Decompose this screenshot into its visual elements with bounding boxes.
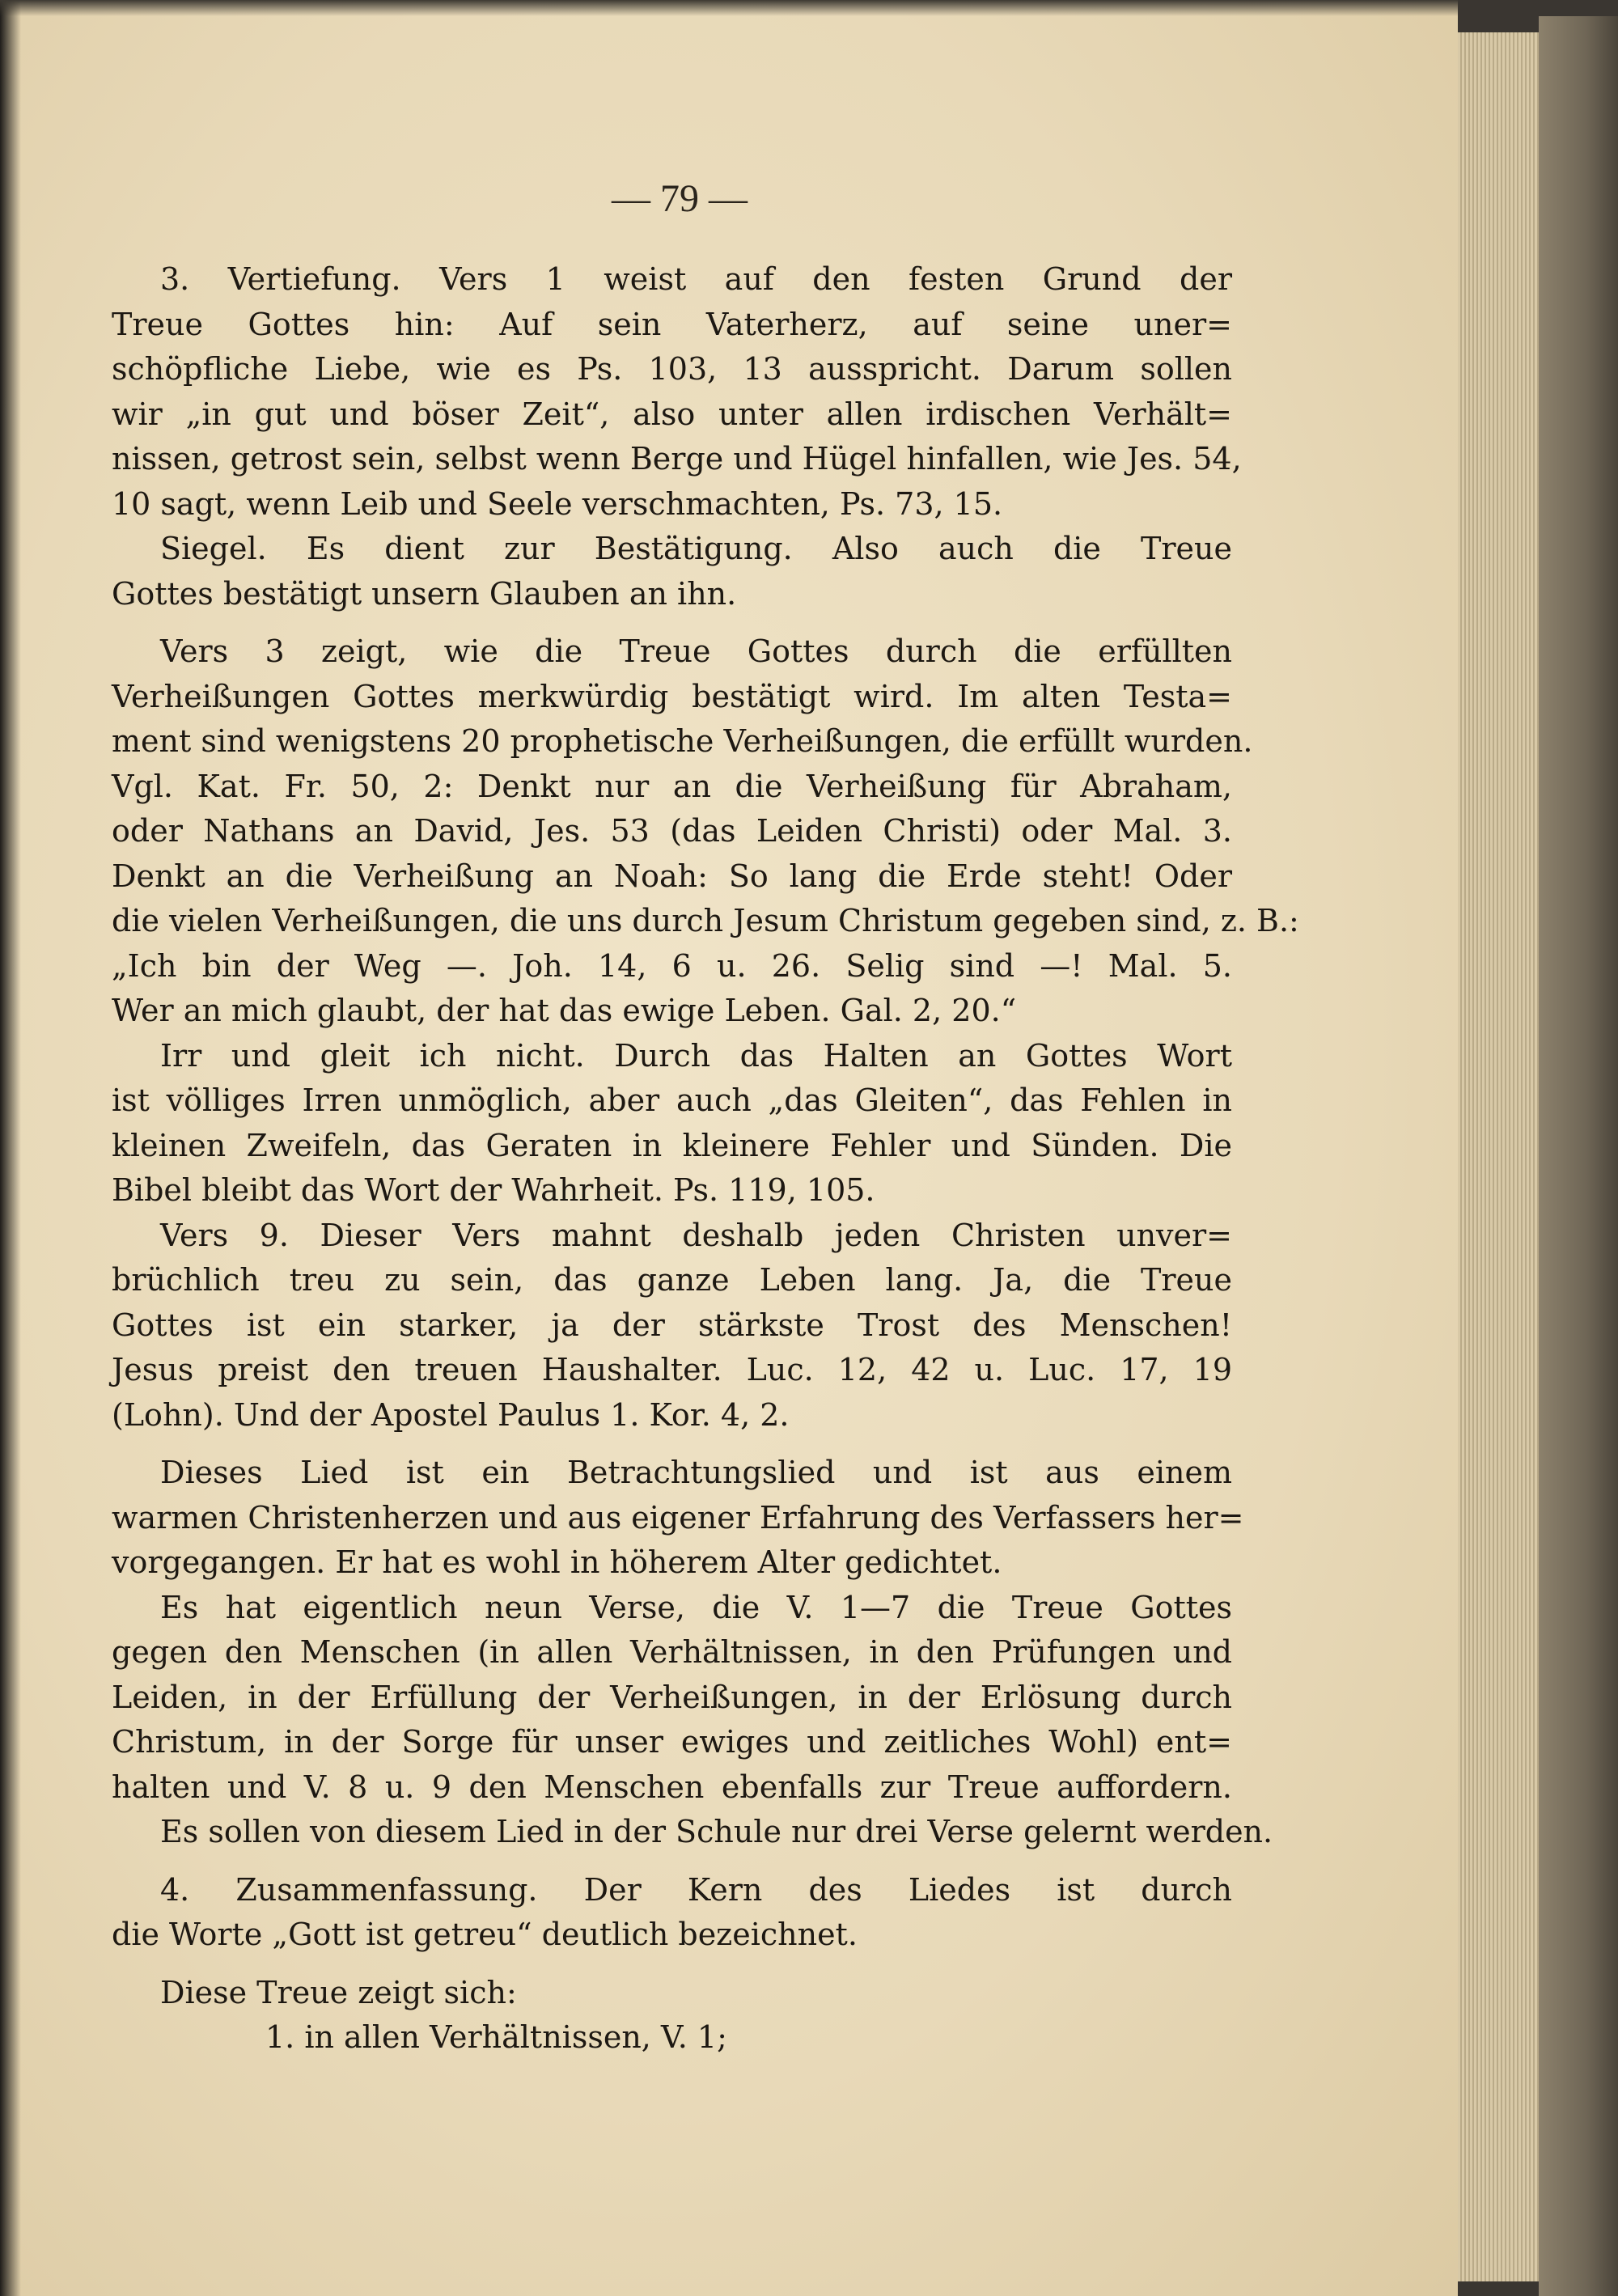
text-line: schöpfliche Liebe, wie es Ps. 103, 13 ausspricht. Darum sollen <box>112 351 1232 387</box>
text-line: „Ich bin der Weg —. Joh. 14, 6 u. 26. Selig sind —! Mal. 5. <box>112 947 1232 984</box>
text-line: Gottes bestätigt unsern Glauben an ihn. <box>112 575 737 612</box>
text-line: Vers 3 zeigt, wie die Treue Gottes durch die erfüllten <box>160 633 1232 669</box>
text-line: 10 sagt, wenn Leib und Seele verschmachten, Ps. 73, 15. <box>112 485 1003 522</box>
body-text <box>112 257 1299 2061</box>
paragraph-gap <box>112 616 1232 629</box>
text-line: die vielen Verheißungen, die uns durch Jesum Christum gegeben sind, z. B.: <box>112 903 1299 938</box>
text-line: Christum, in der Sorge für unser ewiges und zeitliches Wohl) ent= <box>112 1724 1232 1760</box>
text-line: Vgl. Kat. Fr. 50, 2: Denkt nur an die Verheißung für Abraham, <box>112 768 1232 804</box>
text-line: 4. Zusammenfassung. Der Kern des Liedes ist durch <box>160 1871 1232 1908</box>
text-line: nissen, getrost sein, selbst wenn Berge und Hügel hinfallen, wie Jes. 54, <box>112 441 1242 477</box>
text-line: Dieses Lied ist ein Betrachtungslied und ist aus einem <box>160 1455 1232 1490</box>
text-line: Wer an mich glaubt, der hat das ewige Leben. Gal. 2, 20.“ <box>112 993 1017 1028</box>
text-line: Jesus preist den treuen Haushalter. Luc. 12, 42 u. Luc. 17, 19 <box>112 1352 1232 1387</box>
text-line: Es hat eigentlich neun Verse, die V. 1—7 die Treue Gottes <box>160 1589 1232 1625</box>
text-line: Gottes ist ein starker, ja der stärkste Trost des Menschen! <box>112 1307 1232 1343</box>
text-line: 1. in allen Verhältnissen, V. 1; <box>265 2019 727 2055</box>
text-line: warmen Christenherzen und aus eigener Erfahrung des Verfassers her= <box>112 1499 1244 1536</box>
paragraph-gap <box>112 1958 1232 1971</box>
paragraph-gap <box>112 1855 1232 1868</box>
text-line: vorgegangen. Er hat es wohl in höherem Alter gedichtet. <box>112 1544 1002 1580</box>
page-top-shadow <box>0 0 1458 16</box>
text-line: die Worte „Gott ist getreu“ deutlich bezeichnet. <box>112 1917 858 1952</box>
text-line: halten und V. 8 u. 9 den Menschen ebenfalls zur Treue auffordern. <box>112 1769 1232 1805</box>
text-line: oder Nathans an David, Jes. 53 (das Leiden Christi) oder Mal. 3. <box>112 813 1232 849</box>
text-line: Diese Treue zeigt sich: <box>160 1974 517 2010</box>
text-line: 3. Vertiefung. Vers 1 weist auf den festen Grund der <box>160 261 1232 297</box>
text-line: brüchlich treu zu sein, das ganze Leben lang. Ja, die Treue <box>112 1262 1232 1298</box>
text-line: Vers 9. Dieser Vers mahnt deshalb jeden Christen unver= <box>160 1217 1232 1253</box>
text-line: wir „in gut und böser Zeit“, also unter allen irdischen Verhält= <box>112 396 1232 432</box>
text-line: Denkt an die Verheißung an Noah: So lang die Erde steht! Oder <box>112 858 1232 894</box>
text-line: Irr und gleit ich nicht. Durch das Halten an Gottes Wort <box>160 1037 1232 1074</box>
spine-shadow <box>0 0 21 2296</box>
page-stack-edge <box>1458 32 1539 2281</box>
text-line: kleinen Zweifeln, das Geraten in kleinere Fehler und Sünden. Die <box>112 1127 1232 1163</box>
text-line: Leiden, in der Erfüllung der Verheißungen, in der Erlösung durch <box>112 1679 1232 1715</box>
text-line: gegen den Menschen (in allen Verhältnissen, in den Prüfungen und <box>112 1634 1232 1670</box>
book-cover-edge <box>1539 16 1618 2296</box>
page-number: — 79 — <box>612 177 748 220</box>
text-line: ment sind wenigstens 20 prophetische Verheißungen, die erfüllt wurden. <box>112 723 1253 759</box>
text-line: Verheißungen Gottes merkwürdig bestätigt wird. Im alten Testa= <box>112 678 1232 714</box>
text-line: Siegel. Es dient zur Bestätigung. Also auch die Treue <box>160 531 1232 566</box>
paragraph-gap <box>112 1438 1232 1451</box>
text-line: Bibel bleibt das Wort der Wahrheit. Ps. 119, 105. <box>112 1172 875 1208</box>
text-line: Treue Gottes hin: Auf sein Vaterherz, auf seine uner= <box>112 306 1232 342</box>
text-line: ist völliges Irren unmöglich, aber auch „das Gleiten“, das Fehlen in <box>112 1082 1232 1118</box>
text-line: Es sollen von diesem Lied in der Schule nur drei Verse gelernt werden. <box>160 1814 1273 1849</box>
text-line: (Lohn). Und der Apostel Paulus 1. Kor. 4, 2. <box>112 1396 790 1433</box>
